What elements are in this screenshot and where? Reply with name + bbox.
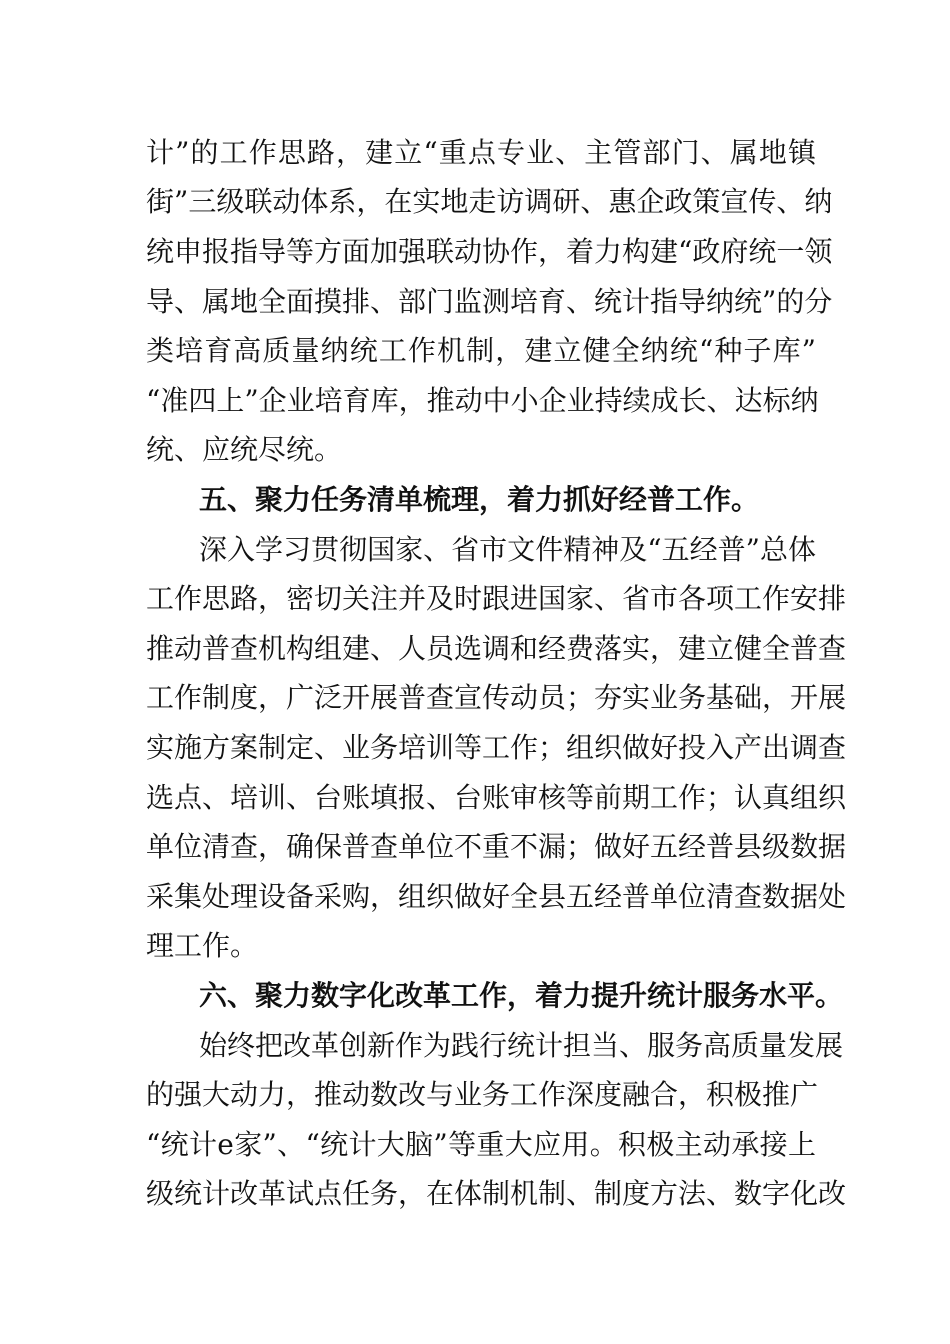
section-heading-5: 五、聚力任务清单梳理，着力抓好经普工作。 [199,483,760,516]
paragraph-line: “准四上”企业培育库，推动中小企业持续成长、达标纳 [146,384,819,417]
paragraph-line: 始终把改革创新作为践行统计担当、服务高质量发展 [199,1029,844,1062]
paragraph-line: 采集处理设备采购，组织做好全县五经普单位清查数据处 [146,880,847,913]
paragraph-line: “统计e家”、“统计大脑”等重大应用。积极主动承接上 [146,1128,816,1161]
paragraph-line: 实施方案制定、业务培训等工作；组织做好投入产出调查 [146,731,847,764]
paragraph-line: 统申报指导等方面加强联动协作，着力构建“政府统一领 [146,235,833,268]
paragraph-line: 工作制度，广泛开展普查宣传动员；夯实业务基础，开展 [146,681,847,714]
paragraph-line: 选点、培训、台账填报、台账审核等前期工作；认真组织 [146,781,847,814]
paragraph-line: 级统计改革试点任务，在体制机制、制度方法、数字化改 [146,1177,847,1210]
paragraph-line: 的强大动力，推动数改与业务工作深度融合，积极推广 [146,1078,819,1111]
paragraph-line: 类培育高质量纳统工作机制，建立健全纳统“种子库” [146,334,816,367]
paragraph-line: 统、应统尽统。 [146,433,343,466]
paragraph-line: 推动普查机构组建、人员选调和经费落实，建立健全普查 [146,632,847,665]
paragraph-line: 单位清查，确保普查单位不重不漏；做好五经普县级数据 [146,830,847,863]
paragraph-line: 导、属地全面摸排、部门监测培育、统计指导纳统”的分 [146,285,833,318]
paragraph-line: 理工作。 [146,929,259,962]
paragraph-line: 深入学习贯彻国家、省市文件精神及“五经普”总体 [199,533,816,566]
section-heading-6: 六、聚力数字化改革工作，着力提升统计服务水平。 [199,979,844,1012]
paragraph-line: 街”三级联动体系，在实地走访调研、惠企政策宣传、纳 [146,185,833,218]
paragraph-line: 计”的工作思路，建立“重点专业、主管部门、属地镇 [146,136,816,169]
paragraph-line: 工作思路，密切关注并及时跟进国家、省市各项工作安排 [146,582,847,615]
